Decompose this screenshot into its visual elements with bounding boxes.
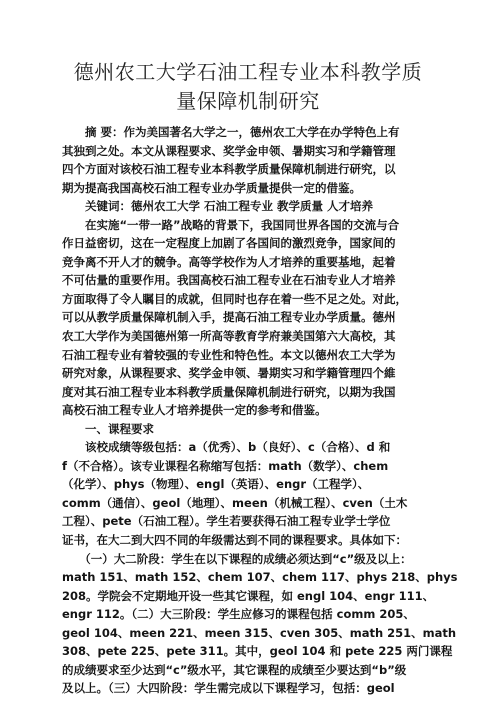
- text-line: 工程）、pete（石油工程）。学生若要获得石油工程专业学士学位: [62, 514, 391, 529]
- title-line: 量保障机制研究: [176, 89, 320, 113]
- text-line: 期为提高我国高校石油工程专业办学质量提供一定的借鉴。: [62, 180, 361, 195]
- text-line: （一）大二阶段：学生在以下课程的成绩必须达到“c”级及以上：: [62, 551, 412, 566]
- text-line: engr 112。（二）大三阶段：学生应修习的课程包括 comm 205、: [62, 607, 415, 622]
- text-line: 可以从教学质量保障机制入手，提高石油工程专业办学质量。德州: [62, 310, 396, 325]
- title-line: 德州农工大学石油工程专业本科教学质: [73, 60, 423, 84]
- text-line: 的成绩要求至少达到“c”级水平，其它课程的成绩至少要达到“b”级: [62, 662, 407, 677]
- text-line: f（不合格）。该专业课程名称缩写包括：math（数学）、chem: [62, 458, 389, 473]
- text-line: 其独到之处。本文从课程要求、奖学金申领、暑期实习和学籍管理: [62, 143, 396, 158]
- text-line: 一、课程要求: [62, 421, 154, 436]
- text-line: 208。学院会不定期地开设一些其它课程，如 engl 104、engr 111、: [62, 588, 435, 603]
- text-line: 研究对象，从课程要求、奖学金申领、暑期实习和学籍管理四个維: [62, 366, 396, 381]
- text-line: 关键词：德州农工大学 石油工程专业 教学质量 人才培养: [62, 199, 374, 214]
- text-line: 农工大学作为美国德州第一所高等教育学府兼美国第六大高校，其: [62, 329, 396, 344]
- document-body: [62, 123, 458, 698]
- text-line: 不可估量的重要作用。我国高校石油工程专业在石油专业人才培养: [62, 273, 396, 288]
- text-line: geol 104、meen 221、meen 315、cven 305、math 251、math: [62, 625, 457, 640]
- text-line: （化学）、phys（物理）、engl（英语）、engr（工程学）、: [62, 477, 370, 492]
- text-line: comm（通信）、geol（地理）、meen（机械工程）、cven（土木: [62, 495, 408, 510]
- text-line: 高校石油工程专业人才培养提供一定的参考和借鉴。: [62, 403, 327, 418]
- text-line: 证书，在大二到大四不同的年级需达到不同的课程要求。具体如下：: [62, 533, 407, 548]
- text-line: 方面取得了令人瞩目的成就，但同时也存在着一些不足之处。对此，: [62, 291, 407, 306]
- text-line: 该校成绩等级包括：a（优秀）、b（良好）、c（合格）、d 和: [62, 440, 391, 455]
- text-line: 石油工程专业有着较强的专业性和特色性。本文以德州农工大学为: [62, 347, 396, 362]
- text-line: 竞争离不开人才的競争。高等学校作为人才培养的重要基地，起着: [62, 254, 396, 269]
- text-line: 摘 要：作为美国著名大学之一，德州农工大学在办学特色上有: [62, 125, 400, 139]
- text-line: 308、pete 225、pete 311。其中，geol 104 和 pete 225 两门课程: [62, 644, 453, 659]
- text-line: 四个方面对该校石油工程专业本科教学质量保障机制进行研究，以: [62, 162, 396, 177]
- text-line: 作日益密切，这在一定程度上加剧了各国间的激烈竞争，国家间的: [62, 236, 396, 251]
- text-line: math 151、math 152、chem 107、chem 117、phys 218、phys: [62, 570, 458, 585]
- document-title: [40, 58, 456, 116]
- text-line: 度对其石油工程专业本科教学质量保障机制进行研究，以期为我国: [62, 384, 396, 399]
- text-line: 及以上。（三）大四阶段：学生需完成以下课程学习，包括：geol: [62, 681, 395, 696]
- text-line: 在实施“一带一路”战略的背景下，我国同世界各国的交流与合: [62, 217, 400, 232]
